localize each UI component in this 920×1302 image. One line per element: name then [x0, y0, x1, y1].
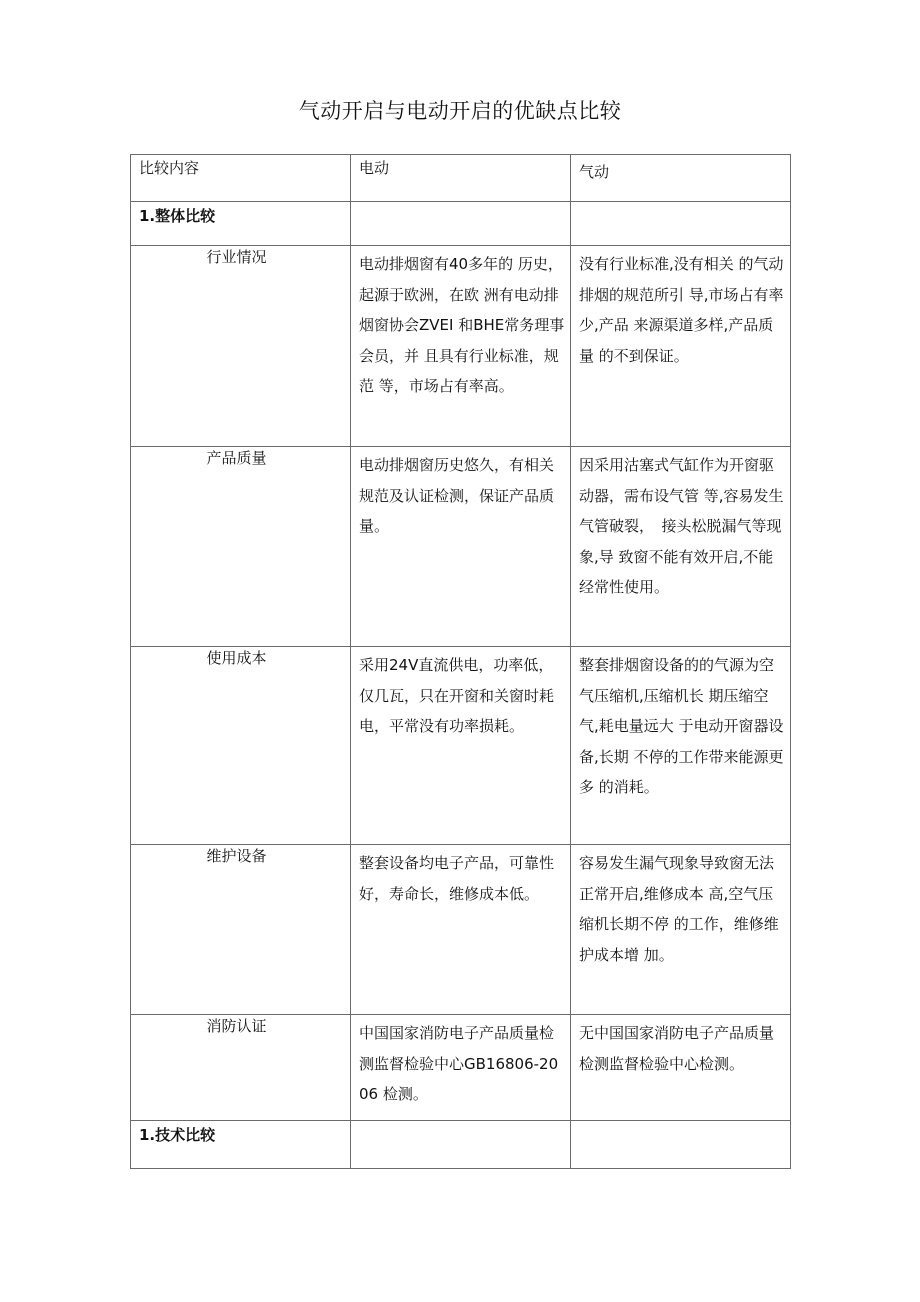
table-row	[131, 1015, 791, 1121]
section-heading-overall: 1.整体比较	[131, 202, 351, 246]
table-header-row	[131, 155, 791, 202]
empty-cell	[571, 1121, 791, 1169]
pneumatic-cell: 整套排烟窗设备的的气源为空气压缩机,压缩机长 期压缩空气,耗电量远大 于电动开窗器设备,长期 不停的工作带来能源更多 的消耗。	[571, 647, 791, 845]
table-row	[131, 845, 791, 1015]
row-label: 维护设备	[206, 847, 267, 865]
pneumatic-cell: 容易发生漏气现象导致窗无法正常开启,维修成本 高,空气压缩机长期不停 的工作，维修维护成本增 加。	[571, 845, 791, 1015]
header-cell-electric: 电动	[351, 155, 571, 202]
row-label: 消防认证	[206, 1017, 267, 1035]
row-label-cell	[131, 1015, 351, 1121]
row-label: 产品质量	[206, 449, 267, 467]
electric-cell: 中国国家消防电子产品质量检测监督检验中心GB16806-2006 检测。	[351, 1015, 571, 1121]
empty-cell	[351, 1121, 571, 1169]
table-row	[131, 647, 791, 845]
section-row-overall	[131, 202, 791, 246]
electric-cell: 采用24V直流供电，功率低，仅几瓦，只在开窗和关窗时耗电，平常没有功率损耗。	[351, 647, 571, 845]
comparison-table	[130, 154, 791, 1169]
table-row	[131, 447, 791, 647]
section-row-technical	[131, 1121, 791, 1169]
section-heading-technical: 1.技术比较	[131, 1121, 351, 1169]
row-label-cell	[131, 647, 351, 845]
header-cell-pneumatic: 气动	[571, 155, 791, 202]
pneumatic-cell: 无中国国家消防电子产品质量检测监督检验中心检测。	[571, 1015, 791, 1121]
row-label: 行业情况	[206, 248, 267, 266]
empty-cell	[571, 202, 791, 246]
row-label-cell	[131, 845, 351, 1015]
header-cell-criteria: 比较内容	[131, 155, 351, 202]
pneumatic-cell: 没有行业标准,没有相关 的气动排烟的规范所引 导,市场占有率少,产品 来源渠道多样,产品质量 的不到保证。	[571, 246, 791, 447]
empty-cell	[351, 202, 571, 246]
electric-cell: 电动排烟窗历史悠久，有相关规范及认证检测，保证产品质量。	[351, 447, 571, 647]
electric-cell: 电动排烟窗有40多年的 历史，起源于欧洲，在欧 洲有电动排烟窗协会ZVEI 和BHE常务理事会员，并 且具有行业标准，规范 等，市场占有率高。	[351, 246, 571, 447]
row-label-cell	[131, 447, 351, 647]
pneumatic-cell: 因采用沽塞式气缸作为开窗驱动器，需布设气管 等,容易发生气管破裂， 接头松脱漏气等现象,导 致窗不能有效开启,不能 经常性使用。	[571, 447, 791, 647]
electric-cell: 整套设备均电子产品，可靠性好，寿命长，维修成本低。	[351, 845, 571, 1015]
row-label-cell	[131, 246, 351, 447]
document-title: 气动开启与电动开启的优缺点比较	[298, 99, 622, 123]
table-row	[131, 246, 791, 447]
row-label: 使用成本	[206, 649, 267, 667]
